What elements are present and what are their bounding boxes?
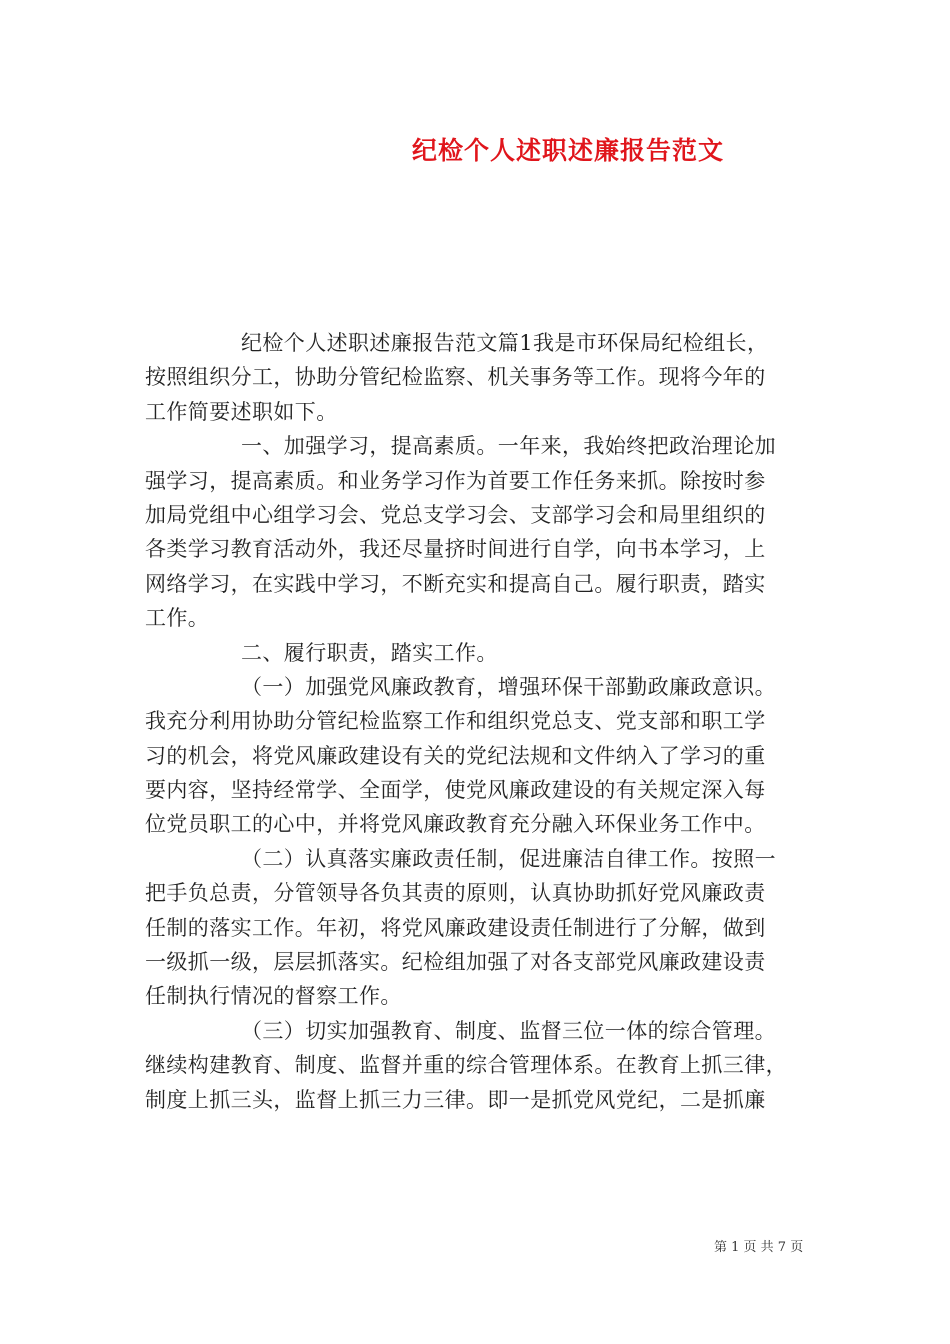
body-line: （三）切实加强教育、制度、监督三位一体的综合管理。	[241, 1018, 776, 1043]
body-line: 继续构建教育、制度、监督并重的综合管理体系。在教育上抓三律，	[145, 1053, 787, 1078]
body-line: 工作简要述职如下。	[145, 399, 338, 424]
body-line: 习的机会，将党风廉政建设有关的党纪法规和文件纳入了学习的重	[145, 743, 766, 768]
body-line: 各类学习教育活动外，我还尽量挤时间进行自学，向书本学习，上	[145, 537, 766, 562]
body-line: 按照组织分工，协助分管纪检监察、机关事务等工作。现将今年的	[145, 365, 766, 390]
document-body	[145, 326, 807, 1117]
page-footer: 第 1 页 共 7 页	[714, 1240, 804, 1255]
body-line: 强学习，提高素质。和业务学习作为首要工作任务来抓。除按时参	[145, 468, 766, 493]
body-line: 要内容，坚持经常学、全面学，使党风廉政建设的有关规定深入每	[145, 778, 766, 803]
body-line: 纪检个人述职述廉报告范文篇1我是市环保局纪检组长，	[241, 331, 769, 355]
body-line: 把手负总责，分管领导各负其责的原则，认真协助抓好党风廉政责	[145, 881, 766, 906]
body-line: 位党员职工的心中，并将党风廉政教育充分融入环保业务工作中。	[145, 812, 766, 837]
body-line: 网络学习，在实践中学习，不断充实和提高自己。履行职责，踏实	[145, 571, 766, 596]
body-line: 加局党组中心组学习会、党总支学习会、支部学习会和局里组织的	[145, 502, 766, 527]
body-line: 二、履行职责，踏实工作。	[241, 640, 498, 665]
body-line: 任制的落实工作。年初，将党风廉政建设责任制进行了分解，做到	[145, 915, 766, 940]
body-line: 制度上抓三头，监督上抓三力三律。即一是抓党风党纪，二是抓廉	[145, 1087, 766, 1112]
body-line: 工作。	[145, 606, 210, 631]
body-line: （一）加强党风廉政教育，增强环保干部勤政廉政意识。	[241, 674, 776, 699]
body-line: 一、加强学习，提高素质。一年来，我始终把政治理论加	[241, 434, 776, 459]
body-line: 一级抓一级，层层抓落实。纪检组加强了对各支部党风廉政建设责	[145, 950, 766, 975]
body-line: （二）认真落实廉政责任制，促进廉洁自律工作。按照一	[241, 846, 776, 871]
body-line: 我充分利用协助分管纪检监察工作和组织党总支、党支部和职工学	[145, 709, 766, 734]
body-line: 任制执行情况的督察工作。	[145, 984, 402, 1009]
document-title: 纪检个人述职述廉报告范文	[412, 136, 725, 165]
